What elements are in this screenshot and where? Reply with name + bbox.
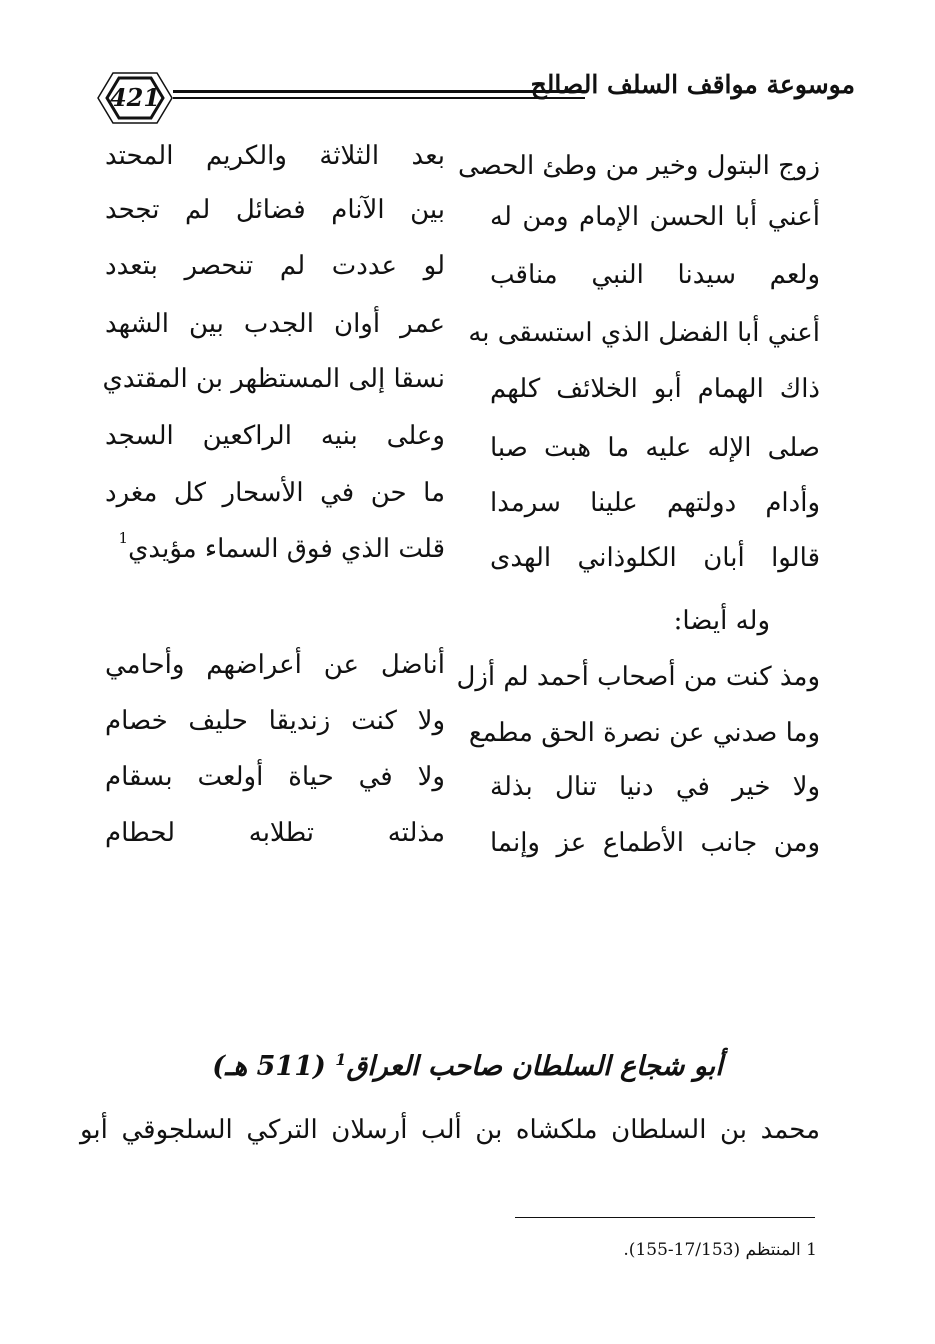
verse-right: وأدام دولتهم علينا سرمدا [490,488,820,518]
footnote-divider [515,1217,815,1218]
verse-left: نسقا إلى المستظهر بن المقتدي [102,364,445,394]
page-number: 421 [109,83,161,112]
header-rule-thin [173,97,585,99]
verse-left: مذلته تطلابه لحطام [105,818,445,848]
section-heading [0,1050,935,1082]
verse-right: ولا خير في دنيا تنال بذلة [490,772,820,802]
poem-intro: وله أيضا: [673,606,770,636]
page-header [95,64,855,134]
verse-right: زوج البتول وخير من وطئ الحصى [458,151,820,181]
footnote: 1 المنتظم (17/153-155). [623,1240,817,1260]
verse-right: ولعم سيدنا النبي مناقب [490,260,820,290]
verse-left: ولا في حياة أولعت بسقام [105,762,445,792]
section-heading-title: أبو شجاع السلطان صاحب العراق [346,1051,723,1082]
header-rule [173,90,585,93]
verse-right: أعني أبا الحسن الإمام ومن له [490,202,820,232]
verse-left: ولا كنت زنديقا حليف خصام [105,706,445,736]
verse-left: أناضل عن أعراضهم وأحامي [105,650,445,680]
section-body: محمد بن السلطان ملكشاه بن ألب أرسلان التركي السلجوقي أبو [80,1115,820,1145]
verse-left: عمر أوان الجدب بين الشهد [105,309,445,339]
verse-left: ما حن في الأسحار كل مغرد [105,478,445,508]
verse-left: بين الآنام فضائل لم تجحد [105,195,445,225]
verse-left [105,529,445,564]
verse-left: وعلى بنيه الراكعين السجد [105,421,445,451]
verse-right: وما صدني عن نصرة الحق مطمع [468,718,820,748]
series-title: موسوعة مواقف السلف الصالح [530,70,855,99]
verse-right: قالوا أبان الكلوذاني الهدى [490,543,820,573]
page-number-badge [95,72,175,124]
verse-left: لو عددت لم تنحصر بتعدد [105,251,445,281]
verse-left: بعد الثلاثة والكريم المحتد [105,141,445,171]
verse-right: صلى الإله عليه ما هبت صبا [490,433,820,463]
verse-right: ومن جانب الأطماع عز وإنما [490,828,820,858]
footnote-marker: 1 [335,1050,347,1069]
verse-right: ومذ كنت من أصحاب أحمد لم أزل [456,662,820,692]
verse-left-text: قلت الذي فوق السماء مؤيدي [128,534,445,564]
verse-right: ذاك الهمام أبو الخلائف كلهم [490,374,820,404]
footnote-marker: 1 [118,529,129,547]
section-heading-date: (511 هـ) [212,1051,326,1082]
verse-right: أعني أبا الفضل الذي استسقى به [468,318,820,348]
